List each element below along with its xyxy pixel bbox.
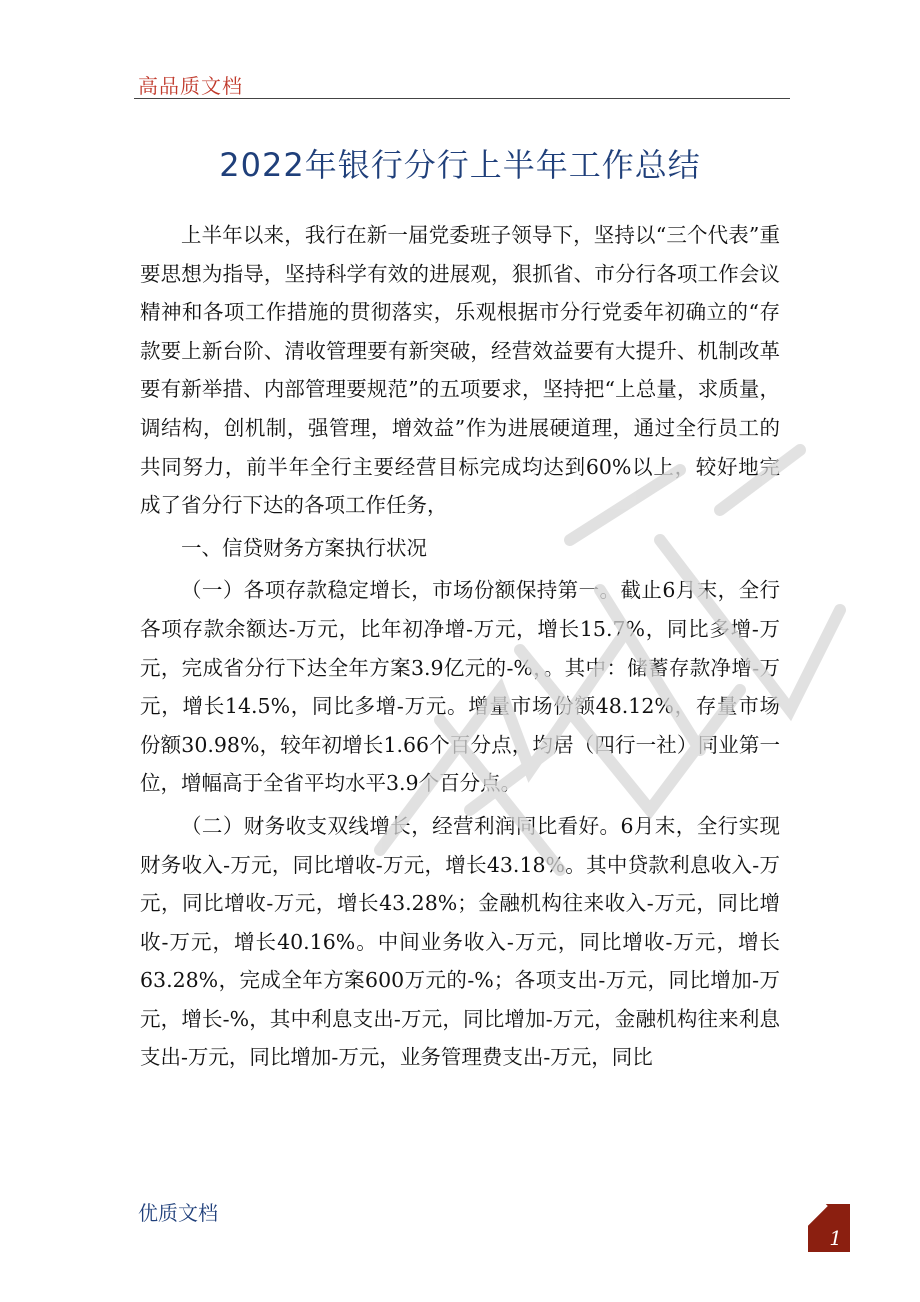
page-header <box>134 68 790 99</box>
section-heading: 一、信贷财务方案执行状况 <box>181 535 427 560</box>
page-number-badge <box>808 1204 850 1252</box>
header-title: 高品质文档 <box>138 74 243 98</box>
document-body <box>140 216 780 1077</box>
paragraph-finance: （二）财务收支双线增长，经营利润同比看好。6月末，全行实现财务收入-万元，同比增收-万元，增长43.18%。其中贷款利息收入-万元，同比增收-万元，增长43.28%；金融机构往来收入-万元，同比增收-万元，增长40.16%。中间业务收入-万元，同比增收-万元，增长63.28%，完成全年方案600万元的-%；各项支出-万元，同比增加-万元，增长-%，其中利息支出-万元，同比增加-万元，金融机构往来利息支出-万元，同比增加-万元，业务管理费支出-万元，同比 <box>140 813 780 1070</box>
footer-label: 优质文档 <box>138 1201 218 1225</box>
document-title: 2022年银行分行上半年工作总结 <box>219 146 701 184</box>
paragraph-deposits: （一）各项存款稳定增长，市场份额保持第一。截止6月末，全行各项存款余额达-万元，比年初净增-万元，增长15.7%，同比多增-万元，完成省分行下达全年方案3.9亿元的-%，。其中：储蓄存款净增-万元，增长14.5%，同比多增-万元。增量市场份额48.12%，存量市场份额30.98%，较年初增长1.66个百分点，均居（四行一社）同业第一位，增幅高于全省平均水平3.9个百分点。 <box>140 578 780 796</box>
paragraph-intro: 上半年以来，我行在新一届党委班子领导下，坚持以“三个代表”重要思想为指导，坚持科学有效的进展观，狠抓省、市分行各项工作会议精神和各项工作措施的贯彻落实，乐观根据市分行党委年初确立的“存款要上新台阶、清收管理要有新突破，经营效益要有大提升、机制改革要有新举措、内部管理要规范”的五项要求，坚持把“上总量，求质量，调结构，创机制，强管理，增效益”作为进展硬道理，通过全行员工的共同努力，前半年全行主要经营目标完成均达到60%以上，较好地完成了省分行下达的各项工作任务， <box>140 223 780 518</box>
page-number: 1 <box>829 1226 842 1250</box>
